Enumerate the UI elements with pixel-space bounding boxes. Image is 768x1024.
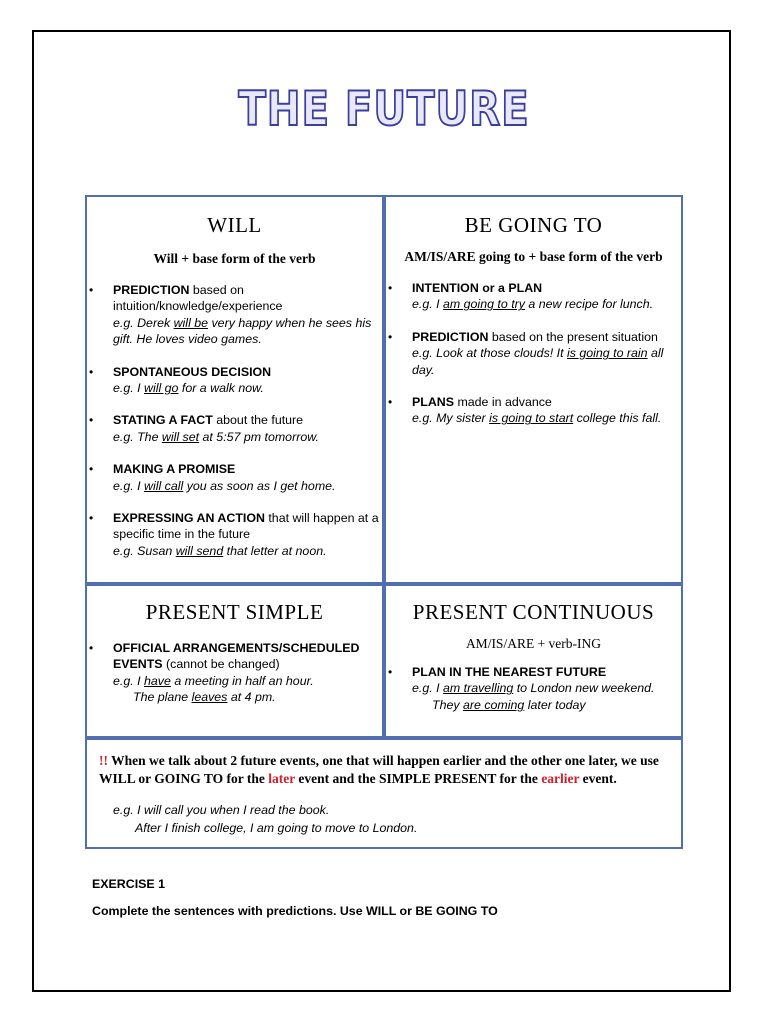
will-list bbox=[87, 282, 382, 559]
note-cell bbox=[85, 738, 683, 849]
continuous-list bbox=[386, 664, 681, 713]
will-form: Will + base form of the verb bbox=[153, 251, 316, 266]
list-item: • EXPRESSING AN ACTION that will happen at a specific time in the future e.g. Susan will send that letter at noon. bbox=[87, 510, 382, 559]
exercise-instruction: Complete the sentences with predictions. Use WILL or BE GOING TO bbox=[92, 904, 498, 918]
note-example-1: e.g. I will call you when I read the book. bbox=[113, 803, 330, 817]
continuous-form: AM/IS/ARE + verb-ING bbox=[465, 636, 602, 651]
list-item: • MAKING A PROMISE e.g. I will call you as soon as I get home. bbox=[87, 461, 382, 494]
note-text: !! When we talk about 2 future events, one that will happen earlier and the other one later, we use WILL or GOING TO for the later event and the SIMPLE PRESENT for the earlier event. bbox=[99, 753, 659, 786]
list-item: • PLAN IN THE NEAREST FUTURE e.g. I am travelling to London new weekend. They are coming later today bbox=[386, 664, 681, 713]
list-item: • OFFICIAL ARRANGEMENTS/SCHEDULED EVENTS (cannot be changed) e.g. I have a meeting in half an hour. The plane leaves at 4 pm. bbox=[87, 640, 382, 706]
list-item: • SPONTANEOUS DECISION e.g. I will go for a walk now. bbox=[87, 364, 382, 397]
going-cell bbox=[384, 195, 683, 584]
list-item: • PREDICTION based on the present situation e.g. Look at those clouds! It is going to rain all day. bbox=[386, 329, 681, 378]
page-title: THE FUTURE bbox=[238, 82, 530, 137]
warning-marks: !! bbox=[99, 753, 108, 768]
list-item: • PREDICTION based on intuition/knowledge/experience e.g. Derek will be very happy when he sees his gift. He loves video games. bbox=[87, 282, 382, 348]
will-cell bbox=[85, 195, 384, 584]
list-item: • PLANS made in advance e.g. My sister is going to start college this fall. bbox=[386, 394, 681, 427]
simple-cell bbox=[85, 584, 384, 738]
note-example-2: After I finish college, I am going to move to London. bbox=[135, 821, 418, 835]
going-list bbox=[386, 280, 681, 427]
list-item: • INTENTION or a PLAN e.g. I am going to try a new recipe for lunch. bbox=[386, 280, 681, 313]
will-heading: WILL bbox=[207, 213, 262, 237]
exercise-heading: EXERCISE 1 bbox=[92, 877, 165, 891]
list-item: • STATING A FACT about the future e.g. The will set at 5:57 pm tomorrow. bbox=[87, 412, 382, 445]
simple-heading: PRESENT SIMPLE bbox=[145, 600, 324, 624]
going-form: AM/IS/ARE going to + base form of the verb bbox=[404, 249, 663, 264]
continuous-heading: PRESENT CONTINUOUS bbox=[412, 600, 655, 624]
going-heading: BE GOING TO bbox=[464, 213, 603, 237]
simple-list bbox=[87, 640, 382, 706]
continuous-cell bbox=[384, 584, 683, 738]
